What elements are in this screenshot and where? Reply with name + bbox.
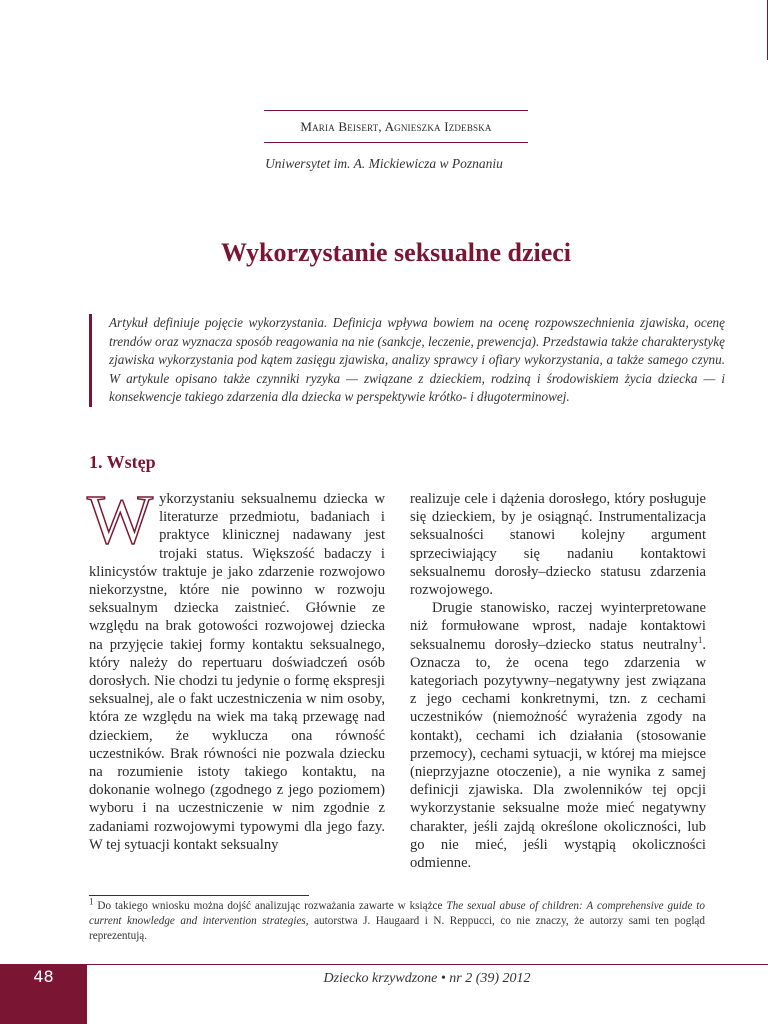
intro-paragraph: [87, 482, 385, 854]
intro-text: ykorzystaniu seksualnemu dziecka w literaturze przedmiotu, badaniach i praktyce klinicznej nadawany jest trojaki status. Większość badaczy i klinicystów traktuje je jako zdarzenie rozwojowo niekorzystne, które nie powinno w rozwoju seksualnym dziecka zaistnieć. Głównie ze względu na brak gotowości rozwojowej dziecka na przyjęcie takiej formy kontaktu seksualnego, który należy do repertuaru doświadczeń osób dorosłych. Nie chodzi tu jedynie o formę ekspresji seksualnej, ale o fakt uczestniczenia w nim osoby, która ze względu na wiek ma taką przewagę nad dzieckiem, że wyklucza ona równość uczestników. Brak równości nie pozwala dziecku na rozumienie istoty takiego kontaktu, na dokonanie wolnego (zgodnego z jego poziomem) wyboru i na uczestniczenie w nim zgodnie z zadaniami rozwojowymi typowymi dla jego fazy. W tej sytuacji kontakt seksualny: [89, 491, 385, 853]
affiliation: Uniwersytet im. A. Mickiewicza w Poznaniu: [265, 156, 503, 171]
dropcap: W: [87, 482, 154, 559]
paragraph-second-position: [410, 599, 706, 872]
authors-block: [264, 110, 528, 143]
authors-bottom-rule: [264, 142, 528, 143]
paragraph-text-a: Drugie stanowisko, raczej wyinterpretowane niż formułowane wprost, nadaje kontaktowi seksualnemu dorosły–dziecko status neutralny: [410, 600, 706, 653]
right-column: [410, 490, 706, 872]
authors: Maria Beisert, Agnieszka Izdebska: [300, 119, 492, 134]
paragraph-text-b: . Oznacza to, że ocena tego zdarzenia w kategoriach pozytywny–negatywny jest związana z jego cechami konkretnymi, tzn. z cechami uczestników (niemożność wyrażenia zgody na kontakt), cechami ich działania (stosowanie przemocy), cechami sytuacji, w której ma miejsce (nieprzyjazne otoczenie), a nie wynika z samej definicji zjawiska. Dla zwolenników tej opcji wykorzystanie seksualne może mieć negatywny charakter, jeśli zajdą określone okoliczności, lub go nie mieć, jeśli wystąpią okoliczności odmienne.: [410, 636, 706, 872]
footnote-book-title: The sexual abuse of children: A comprehensive guide to current knowledge and intervention strategies: [89, 900, 705, 928]
footer-rule: [0, 964, 768, 965]
footnote-text-a: Do takiego wniosku można dojść analizując rozważania zawarte w książce: [97, 900, 447, 912]
article-title: Wykorzystanie seksualne dzieci: [220, 238, 572, 267]
footnote-mark: 1: [89, 896, 94, 907]
footnote-text-b: , autorstwa J. Haugaard i N. Reppucci, co nie znaczy, że autorzy sami ten pogląd reprezentują.: [89, 915, 705, 943]
footnote-ref[interactable]: 1: [697, 634, 703, 645]
paragraph-continuation: realizuje cele i dążenia dorosłego, który posługuje się dzieckiem, by je osiągnąć. Instrumentalizacja seksualności stanowi kolejny argument sprzeciwiający się nadaniu kontaktowi seksualnemu dorosły–dziecko statusu zdarzenia rozwojowego.: [410, 491, 706, 599]
journal-footer: Dziecko krzywdzone • nr 2 (39) 2012: [323, 971, 531, 986]
section-title: 1. Wstęp: [89, 452, 156, 472]
footnote: [89, 896, 705, 945]
abstract: Artykuł definiuje pojęcie wykorzystania. Definicja wpływa bowiem na ocenę rozpowszechnienia zjawiska, ocenę trendów oraz wyznacza sposób reagowania na nie (sankcje, leczenie, prewencja). Przedstawia także charakterystykę zjawiska wykorzystania pod kątem zasięgu zjawiska, analizy sprawcy i ofiary wykorzystania, a także samego czynu. W artykule opisano także czynniki ryzyka — związane z dzieckiem, rodziną i środowiskiem życia dziecka — i konsekwencje takiego zdarzenia dla dziecka w perspektywie krótko- i długoterminowej.: [89, 314, 725, 407]
page-number: 48: [33, 967, 54, 986]
left-column: [87, 482, 385, 854]
footnote-rule: [89, 895, 309, 896]
